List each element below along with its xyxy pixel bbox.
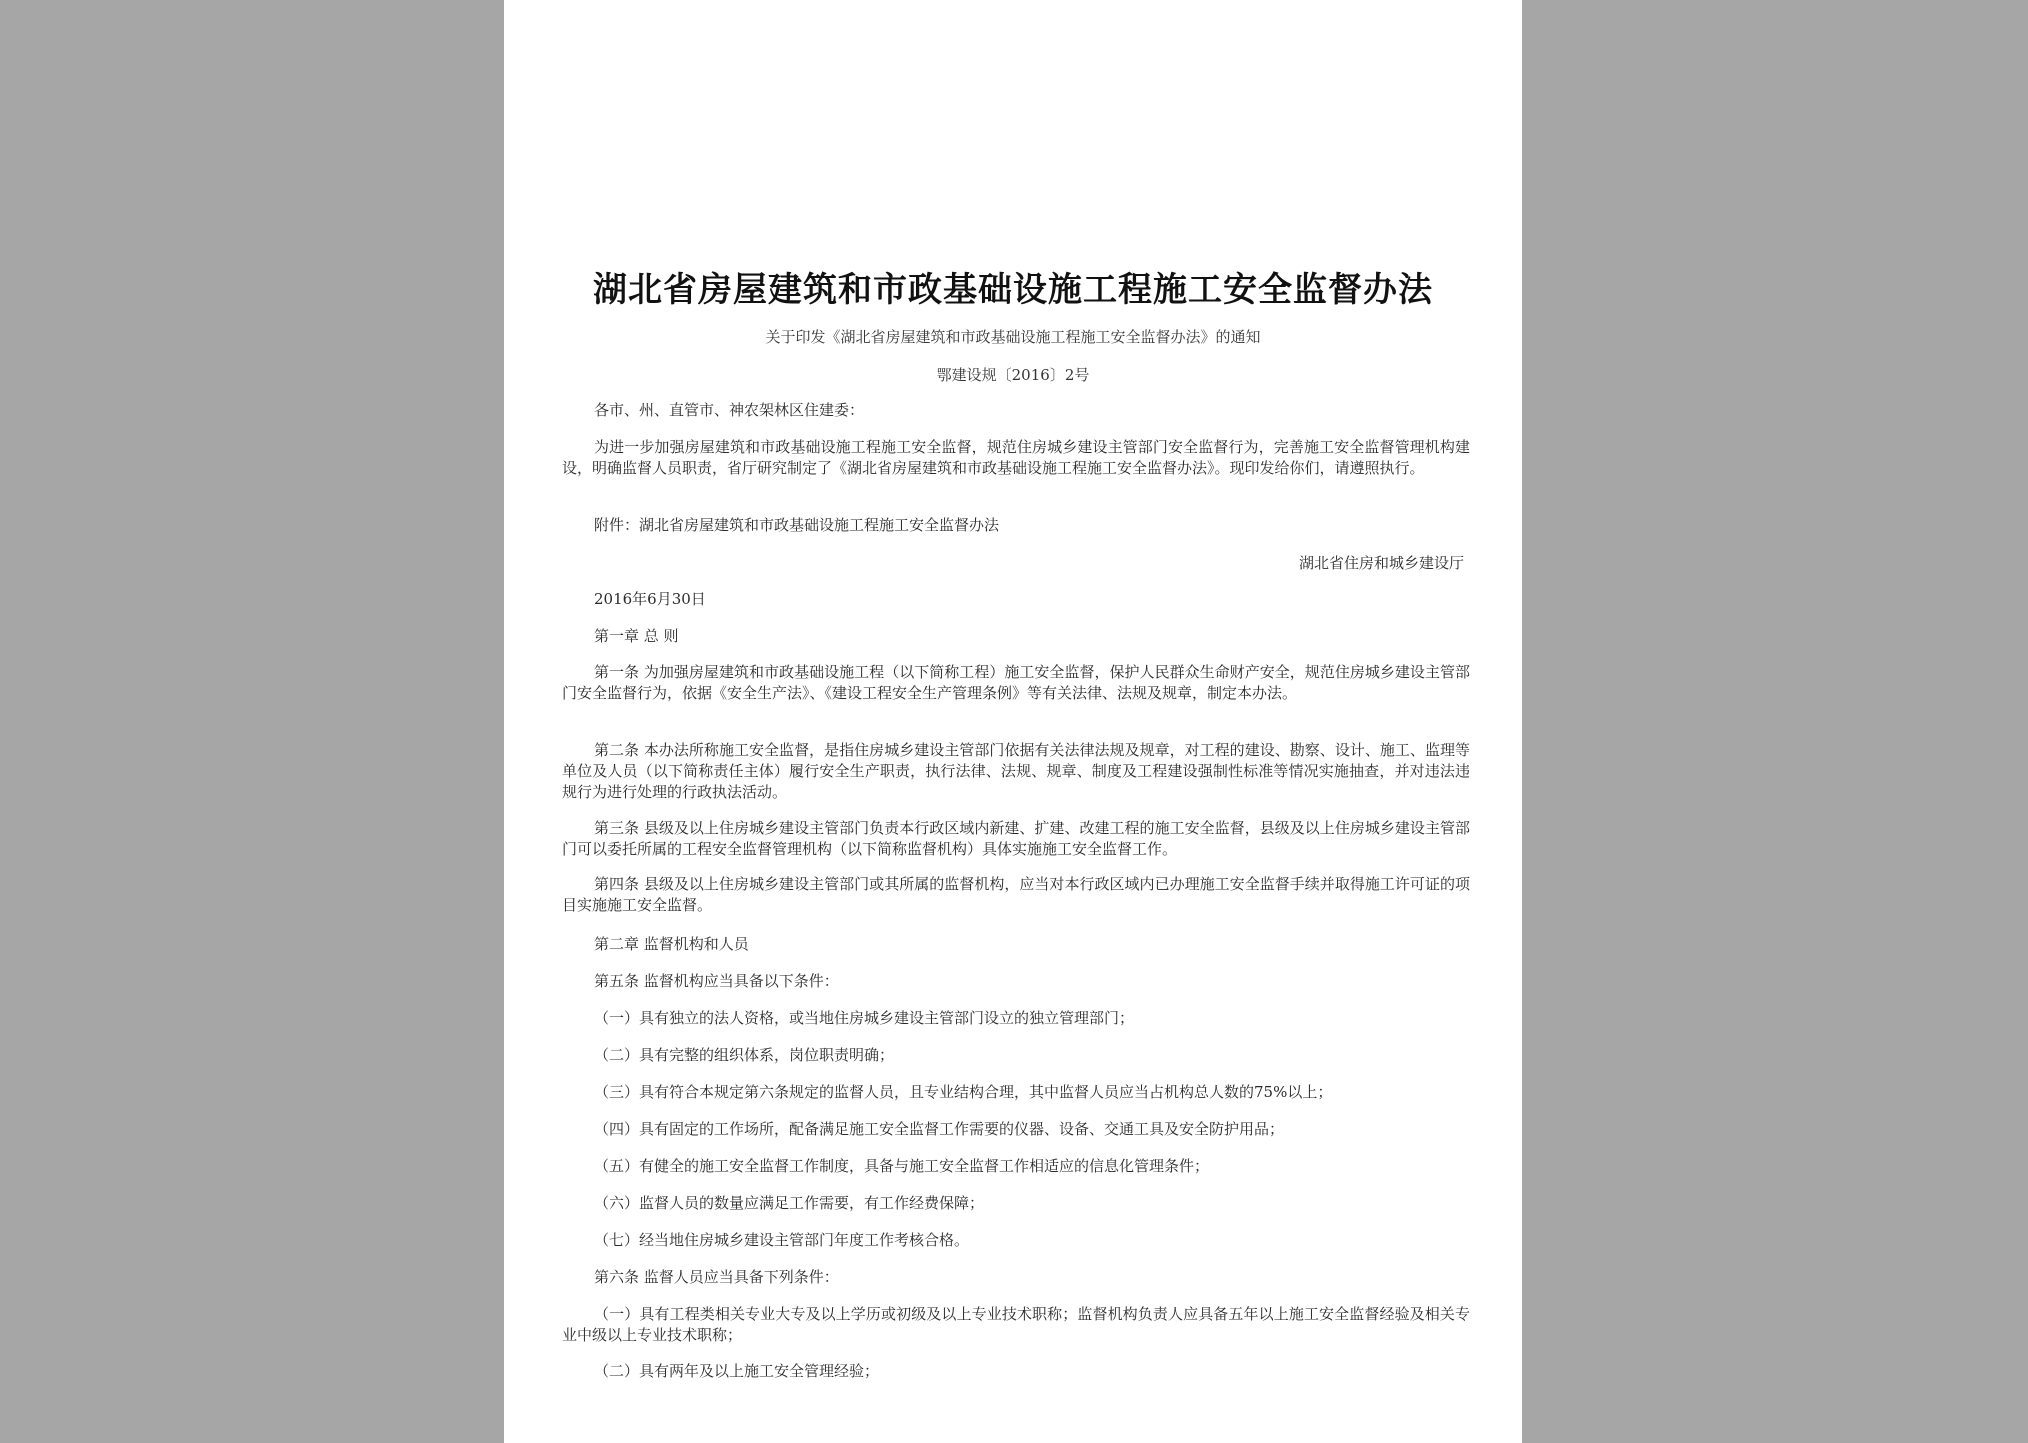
list-item: （五）有健全的施工安全监督工作制度，具备与施工安全监督工作相适应的信息化管理条件； (594, 1157, 1210, 1175)
list-item: （一）具有独立的法人资格，或当地住房城乡建设主管部门设立的独立管理部门； (594, 1009, 1135, 1027)
article-6-item-1: （一）具有工程类相关专业大专及以上学历或初级及以上专业技术职称；监督机构负责人应具备五年以上施工安全监督经验及相关专业中级以上专业技术职称； (562, 1305, 1470, 1344)
article-6-item-2: （二）具有两年及以上施工安全管理经验； (594, 1362, 880, 1380)
chapter-heading-1: 第一章 总 则 (594, 627, 679, 645)
list-item: （三）具有符合本规定第六条规定的监督人员，且专业结构合理，其中监督人员应当占机构总人数的75%以上； (594, 1083, 1333, 1101)
list-item: （六）监督人员的数量应满足工作需要，有工作经费保障； (594, 1194, 985, 1212)
document-subtitle: 关于印发《湖北省房屋建筑和市政基础设施工程施工安全监督办法》的通知 (765, 328, 1261, 346)
list-item: （四）具有固定的工作场所，配备满足施工安全监督工作需要的仪器、设备、交通工具及安全防护用品； (594, 1120, 1285, 1138)
salutation: 各市、州、直管市、神农架林区住建委： (594, 401, 865, 419)
document-title: 湖北省房屋建筑和市政基础设施工程施工安全监督办法 (593, 270, 1433, 310)
intro-paragraph: 为进一步加强房屋建筑和市政基础设施工程施工安全监督，规范住房城乡建设主管部门安全监督行为，完善施工安全监督管理机构建设，明确监督人员职责，省厅研究制定了《湖北省房屋建筑和市政基础设施工程施工安全监督办法》。现印发给你们，请遵照执行。 (562, 438, 1470, 477)
article-2: 第二条 本办法所称施工安全监督，是指住房城乡建设主管部门依据有关法律法规及规章，对工程的建设、勘察、设计、施工、监理等单位及人员（以下简称责任主体）履行安全生产职责，执行法律、法规、规章、制度及工程建设强制性标准等情况实施抽查，并对违法违规行为进行处理的行政执法活动。 (562, 741, 1470, 801)
document-page (504, 0, 1522, 1443)
article-3: 第三条 县级及以上住房城乡建设主管部门负责本行政区域内新建、扩建、改建工程的施工安全监督，县级及以上住房城乡建设主管部门可以委托所属的工程安全监督管理机构（以下简称监督机构）具体实施施工安全监督工作。 (562, 819, 1470, 858)
list-item: （二）具有完整的组织体系，岗位职责明确； (594, 1046, 895, 1064)
article-6: 第六条 监督人员应当具备下列条件： (594, 1268, 839, 1286)
document-number: 鄂建设规〔2016〕2号 (936, 366, 1090, 384)
issuer: 湖北省住房和城乡建设厅 (1298, 554, 1464, 572)
chapter-heading-2: 第二章 监督机构和人员 (594, 935, 749, 953)
article-1: 第一条 为加强房屋建筑和市政基础设施工程（以下简称工程）施工安全监督，保护人民群众生命财产安全，规范住房城乡建设主管部门安全监督行为，依据《安全生产法》、《建设工程安全生产管理条例》等有关法律、法规及规章，制定本办法。 (562, 663, 1470, 702)
issue-date: 2016年6月30日 (594, 590, 706, 608)
article-5: 第五条 监督机构应当具备以下条件： (594, 972, 839, 990)
list-item: （七）经当地住房城乡建设主管部门年度工作考核合格。 (594, 1231, 970, 1249)
article-4: 第四条 县级及以上住房城乡建设主管部门或其所属的监督机构，应当对本行政区域内已办理施工安全监督手续并取得施工许可证的项目实施施工安全监督。 (562, 875, 1470, 914)
attachment-line: 附件：湖北省房屋建筑和市政基础设施工程施工安全监督办法 (594, 516, 1000, 534)
